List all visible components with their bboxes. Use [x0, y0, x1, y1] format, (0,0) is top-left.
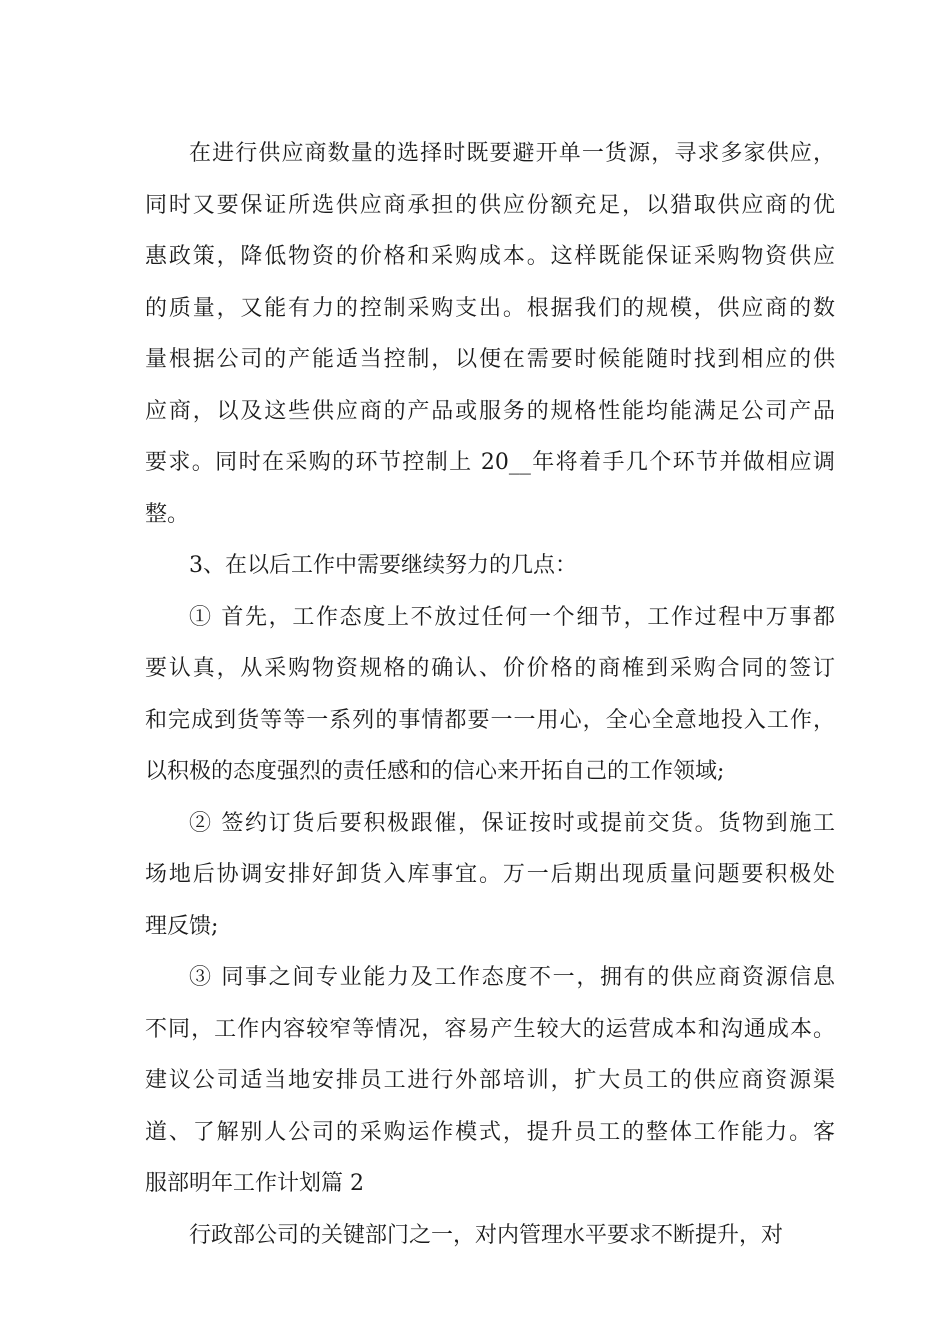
text-line: 不同，工作内容较窄等情况，容易产生较大的运营成本和沟通成本。	[145, 1016, 835, 1042]
text-line: 建议公司适当地安排员工进行外部培训，扩大员工的供应商资源渠	[145, 1068, 835, 1093]
text-line: 行政部公司的关键部门之一，对内管理水平要求不断提升，对	[189, 1222, 784, 1248]
text-line: 应商，以及这些供应商的产品或服务的规格性能均能满足公司产品	[145, 398, 835, 424]
paragraph-supplier-selection	[145, 128, 835, 540]
text-line: 以积极的态度强烈的责任感和的信心来开拓自己的工作领域;	[145, 759, 725, 784]
text-line: 要求。同时在采购的环节控制上 20__年将着手几个环节并做相应调	[145, 450, 835, 475]
text-line: 服部明年工作计划篇 2	[145, 1171, 364, 1196]
section-heading-future-efforts	[145, 540, 835, 592]
document-body	[145, 128, 835, 1261]
text-line: ② 签约订货后要积极跟催，保证按时或提前交货。货物到施工	[189, 810, 835, 836]
text-line: 和完成到货等等一系列的事情都要一一用心，全心全意地投入工作，	[145, 707, 835, 733]
paragraph-point-1	[145, 592, 835, 798]
text-line: 在进行供应商数量的选择时既要避开单一货源，寻求多家供应，	[189, 141, 835, 166]
text-line: 理反馈;	[145, 913, 219, 939]
text-line: 同时又要保证所选供应商承担的供应份额充足，以猎取供应商的优	[145, 192, 835, 218]
text-line: 的质量，又能有力的控制采购支出。根据我们的规模，供应商的数	[145, 295, 835, 321]
text-line: ③ 同事之间专业能力及工作态度不一，拥有的供应商资源信息	[189, 965, 835, 990]
text-line: 惠政策，降低物资的价格和采购成本。这样既能保证采购物资供应	[145, 244, 835, 269]
paragraph-point-2	[145, 798, 835, 953]
text-line: 要认真，从采购物资规格的确认、价价格的商榷到采购合同的签订	[145, 656, 835, 681]
text-line: 场地后协调安排好卸货入库事宜。万一后期出现质量问题要积极处	[145, 862, 835, 887]
section-heading: 3、在以后工作中需要继续努力的几点：	[189, 553, 577, 578]
text-line: 道、了解别人公司的采购运作模式，提升员工的整体工作能力。客	[145, 1119, 835, 1145]
paragraph-admin-dept	[145, 1210, 835, 1262]
text-line: ① 首先，工作态度上不放过任何一个细节，工作过程中万事都	[189, 604, 835, 630]
text-line: 整。	[145, 501, 190, 527]
paragraph-point-3	[145, 952, 835, 1210]
text-line: 量根据公司的产能适当控制，以便在需要时候能随时找到相应的供	[145, 347, 835, 372]
